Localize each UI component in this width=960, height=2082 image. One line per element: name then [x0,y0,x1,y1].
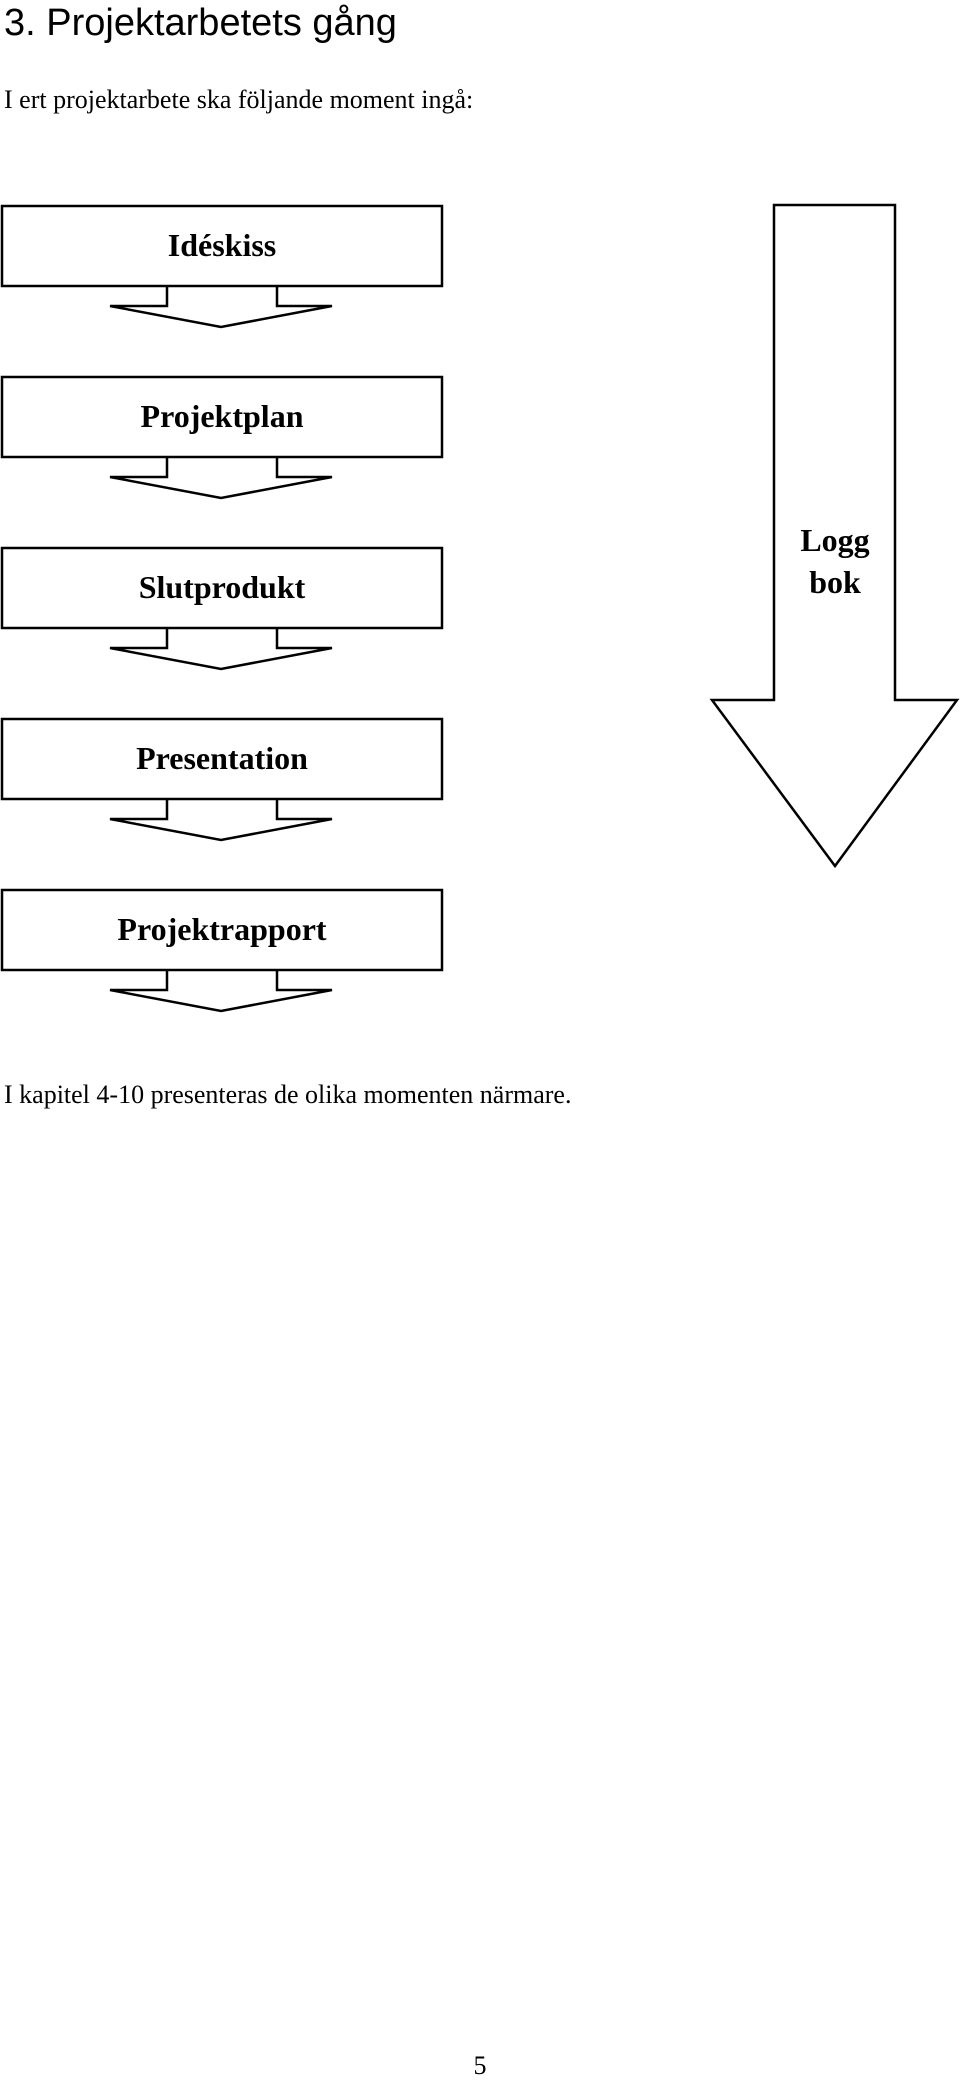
step-down-arrow [110,628,332,669]
log-label-line2: bok [809,564,861,600]
step-label: Slutprodukt [138,569,306,605]
process-step [2,206,442,327]
section-heading: 3. Projektarbetets gång [4,2,397,44]
step-label: Projektplan [140,398,304,434]
step-down-arrow [110,799,332,840]
outro-paragraph: I kapitel 4-10 presenteras de olika momenten närmare. [4,1080,572,1109]
step-label: Projektrapport [117,911,327,947]
process-step [2,548,442,669]
step-label: Presentation [136,740,308,776]
page-number: 5 [473,2051,487,2080]
log-arrow [712,205,957,866]
process-steps [2,206,442,1011]
log-label-line1: Logg [800,522,870,558]
step-down-arrow [110,286,332,327]
step-down-arrow [110,970,332,1011]
step-label: Idéskiss [167,227,277,263]
step-down-arrow [110,457,332,498]
process-step [2,719,442,840]
intro-paragraph: I ert projektarbete ska följande moment ingå: [4,85,474,114]
process-step [2,890,442,1011]
process-step [2,377,442,498]
